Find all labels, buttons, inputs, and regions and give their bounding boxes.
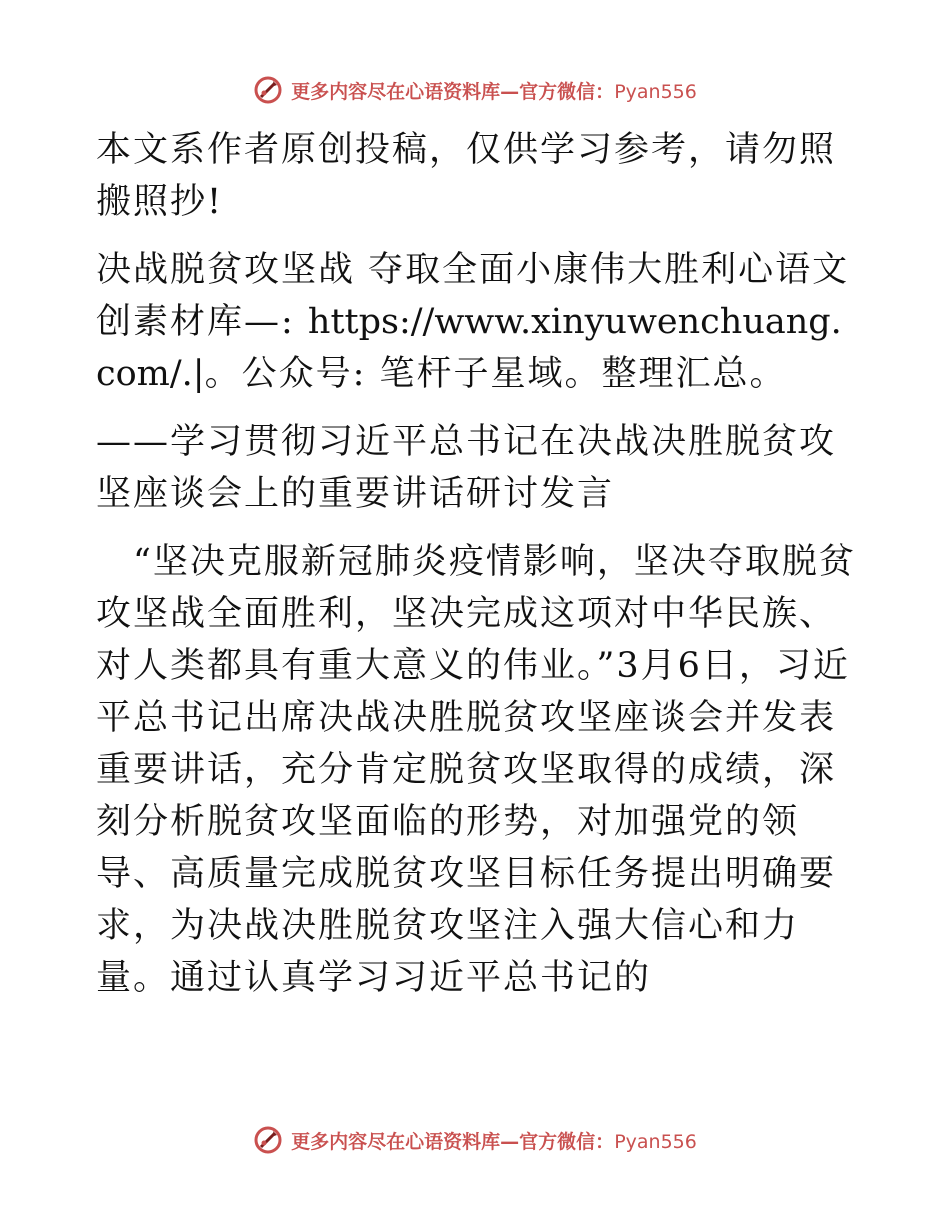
footer-promo — [291, 1127, 697, 1154]
footer-banner — [0, 1120, 950, 1160]
header-promo — [291, 77, 697, 104]
header-banner — [0, 70, 950, 110]
header-wechat-id: Pyan556 — [614, 80, 697, 103]
subtitle-paragraph: ——学习贯彻习近平总书记在决战决胜脱贫攻坚座谈会上的重要讲话研讨发言 — [96, 422, 837, 514]
footer-promo-text: 更多内容尽在心语资料库 — [291, 1130, 501, 1153]
footer-wechat-id: Pyan556 — [614, 1130, 697, 1153]
title-paragraph — [96, 244, 856, 400]
footer-dash: — — [500, 1130, 520, 1153]
header-wechat-label: 官方微信： — [519, 80, 615, 103]
source-url-link[interactable]: https://www.xinyuwenchuang.com/.| — [96, 302, 842, 394]
pen-swirl-logo-icon — [253, 75, 283, 105]
title-text: 决战脱贫攻坚战 夺取全面小康伟大胜利心语文创素材库—: — [96, 250, 850, 342]
footer-wechat-label: 官方微信： — [519, 1130, 615, 1153]
pen-swirl-logo-icon — [253, 1125, 283, 1155]
document-body — [96, 124, 856, 1020]
header-dash: — — [500, 80, 520, 103]
body-paragraph: “坚决克服新冠肺炎疫情影响，坚决夺取脱贫攻坚战全面胜利，坚决完成这项对中华民族、对人类都具有重大意义的伟业。”3月6日，习近平总书记出席决战决胜脱贫攻坚座谈会并发表重要讲话，充分肯定脱贫攻坚取得的成绩，深刻分析脱贫攻坚面临的形势，对加强党的领导、高质量完成脱贫攻坚目标任务提出明确要求，为决战决胜脱贫攻坚注入强大信心和力量。通过认真学习习近平总书记的 — [96, 542, 856, 998]
header-promo-text: 更多内容尽在心语资料库 — [291, 80, 501, 103]
disclaimer-paragraph: 本文系作者原创投稿，仅供学习参考，请勿照搬照抄! — [96, 130, 837, 222]
title-source-text: 。公众号: 笔杆子星域。整理汇总。 — [204, 354, 787, 394]
